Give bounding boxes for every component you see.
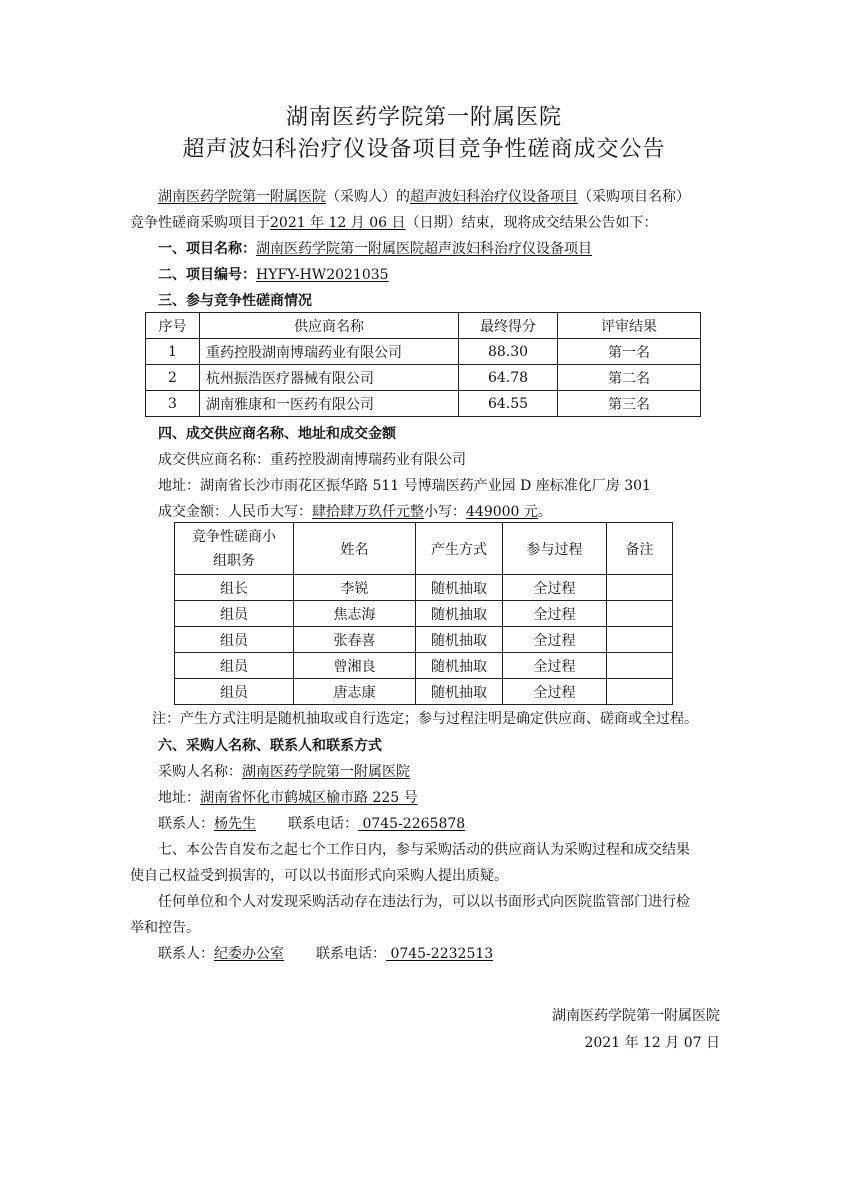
bid-cell-supplier: 杭州振浩医疗器械有限公司 [200, 365, 459, 391]
bid-cell-no: 3 [146, 391, 200, 417]
panel-cell-method: 随机抽取 [416, 627, 503, 653]
table-row [175, 627, 673, 653]
intro-purchaser-tag: （采购人）的 [326, 189, 410, 205]
supervisor-contact [158, 944, 493, 964]
intro-line2-prefix: 竞争性磋商采购项目于 [130, 215, 270, 231]
bid-header-supplier: 供应商名称 [200, 313, 459, 339]
intro-line-1 [158, 187, 690, 207]
section-1-label: 一、项目名称： [158, 241, 256, 257]
amount-small: 449000 元 [466, 504, 538, 520]
bid-cell-no: 1 [146, 339, 200, 365]
purchaser-contact-label: 联系人： [158, 816, 214, 832]
bid-cell-result: 第三名 [558, 391, 701, 417]
bid-header-no: 序号 [146, 313, 200, 339]
purchaser-phone-label: 联系电话： [288, 816, 358, 832]
table-row [175, 601, 673, 627]
winner-supplier [158, 450, 466, 470]
amount-upper: 肆拾肆万玖仟元整 [312, 504, 424, 520]
intro-project: 超声波妇科治疗仪设备项目 [410, 189, 578, 205]
section-7-para-1-line-1: 七、本公告自发布之起七个工作日内，参与采购活动的供应商认为采购过程和成交结果 [158, 842, 690, 858]
panel-cell-remark [607, 653, 673, 679]
section-2 [158, 265, 389, 285]
panel-table [174, 522, 673, 705]
bid-header-result: 评审结果 [558, 313, 701, 339]
supervisor-phone-value: 0745-2232513 [386, 946, 494, 962]
panel-cell-method: 随机抽取 [416, 653, 503, 679]
intro-purchaser: 湖南医药学院第一附属医院 [158, 189, 326, 205]
panel-header-method: 产生方式 [416, 523, 503, 575]
bid-cell-supplier: 湖南雅康和一医药有限公司 [200, 391, 459, 417]
table-row [146, 339, 701, 365]
table-row [175, 653, 673, 679]
bid-results-table [145, 312, 701, 417]
bid-header-score: 最终得分 [459, 313, 558, 339]
panel-header-row [175, 523, 673, 575]
table-row [146, 365, 701, 391]
supervisor-contact-value: 纪委办公室 [214, 946, 284, 962]
panel-cell-method: 随机抽取 [416, 575, 503, 601]
winner-address-value: 湖南省长沙市雨花区振华路 511 号博瑞医药产业园 D 座标准化厂房 301 [200, 478, 651, 494]
intro-line-2 [130, 213, 658, 233]
bid-cell-result: 第一名 [558, 339, 701, 365]
panel-cell-name: 李锐 [294, 575, 416, 601]
panel-cell-remark [607, 575, 673, 601]
section-6-heading: 六、采购人名称、联系人和联系方式 [158, 738, 382, 754]
panel-cell-process: 全过程 [503, 575, 607, 601]
table-row [175, 575, 673, 601]
panel-cell-process: 全过程 [503, 653, 607, 679]
purchaser-phone-value: 0745-2265878 [358, 816, 466, 832]
panel-cell-remark [607, 627, 673, 653]
panel-cell-remark [607, 679, 673, 705]
supervisor-phone-label: 联系电话： [316, 946, 386, 962]
bid-cell-supplier: 重药控股湖南博瑞药业有限公司 [200, 339, 459, 365]
panel-cell-name: 曾湘良 [294, 653, 416, 679]
panel-cell-process: 全过程 [503, 601, 607, 627]
bid-cell-no: 2 [146, 365, 200, 391]
signature-date: 2021 年 12 月 07 日 [584, 1035, 720, 1051]
section-2-value: HYFY-HW2021035 [256, 267, 389, 283]
purchaser-address-value: 湖南省怀化市鹤城区榆市路 225 号 [200, 790, 418, 806]
winner-amount [158, 502, 552, 522]
panel-cell-method: 随机抽取 [416, 601, 503, 627]
panel-cell-role: 组员 [175, 653, 294, 679]
section-1 [158, 239, 592, 259]
section-1-value: 湖南医药学院第一附属医院超声波妇科治疗仪设备项目 [256, 241, 592, 257]
section-7-para-2-line-1: 任何单位和个人对发现采购活动存在违法行为，可以以书面形式向医院监管部门进行检 [158, 894, 690, 910]
panel-cell-name: 焦志海 [294, 601, 416, 627]
panel-cell-process: 全过程 [503, 679, 607, 705]
bid-cell-result: 第二名 [558, 365, 701, 391]
purchaser-name [158, 762, 410, 782]
purchaser-contact [158, 814, 465, 834]
amount-small-label: 小写： [424, 504, 466, 520]
bid-cell-score: 64.55 [459, 391, 558, 417]
panel-cell-role: 组员 [175, 601, 294, 627]
purchaser-contact-value: 杨先生 [214, 816, 256, 832]
table-row [146, 391, 701, 417]
title-line-1: 湖南医药学院第一附属医院 [285, 105, 562, 130]
panel-header-role-line-2: 组职务 [213, 552, 255, 569]
bid-cell-score: 88.30 [459, 339, 558, 365]
section-7-para-1-line-2: 使自己权益受到损害的，可以以书面形式向采购人提出质疑。 [130, 868, 508, 884]
amount-label: 成交金额：人民币大写： [158, 504, 312, 520]
panel-cell-role: 组长 [175, 575, 294, 601]
section-4-heading: 四、成交供应商名称、地址和成交金额 [158, 426, 396, 442]
winner-supplier-value: 重药控股湖南博瑞药业有限公司 [270, 452, 466, 468]
panel-header-process: 参与过程 [503, 523, 607, 575]
signature-org: 湖南医药学院第一附属医院 [552, 1008, 720, 1024]
bid-cell-score: 64.78 [459, 365, 558, 391]
winner-address-label: 地址： [158, 478, 200, 494]
panel-cell-process: 全过程 [503, 627, 607, 653]
panel-header-role-line-1: 竞争性磋商小 [192, 528, 276, 545]
purchaser-name-value: 湖南医药学院第一附属医院 [242, 764, 410, 780]
purchaser-name-label: 采购人名称： [158, 764, 242, 780]
title-line-2: 超声波妇科治疗仪设备项目竞争性磋商成交公告 [182, 137, 666, 162]
table-row [175, 679, 673, 705]
panel-note: 注：产生方式注明是随机抽取或自行选定；参与过程注明是确定供应商、磋商或全过程。 [152, 711, 698, 727]
panel-header-remark: 备注 [607, 523, 673, 575]
supervisor-contact-label: 联系人： [158, 946, 214, 962]
panel-cell-name: 唐志康 [294, 679, 416, 705]
section-2-label: 二、项目编号： [158, 267, 256, 283]
winner-supplier-label: 成交供应商名称： [158, 452, 270, 468]
purchaser-address-label: 地址： [158, 790, 200, 806]
intro-line2-suffix: （日期）结束，现将成交结果公告如下： [405, 215, 658, 231]
panel-cell-method: 随机抽取 [416, 679, 503, 705]
panel-cell-remark [607, 601, 673, 627]
intro-date: 2021 年 12 月 06 日 [270, 215, 406, 231]
section-3-heading: 三、参与竞争性磋商情况 [158, 293, 312, 309]
winner-address [158, 476, 651, 496]
amount-end: 。 [537, 504, 552, 520]
intro-project-tag: （采购项目名称） [578, 189, 690, 205]
purchaser-address [158, 788, 418, 808]
panel-cell-role: 组员 [175, 627, 294, 653]
panel-header-name: 姓名 [294, 523, 416, 575]
panel-cell-role: 组员 [175, 679, 294, 705]
panel-header-role [175, 523, 294, 575]
panel-cell-name: 张春喜 [294, 627, 416, 653]
section-7-para-2-line-2: 举和控告。 [130, 920, 200, 936]
bid-results-header-row [146, 313, 701, 339]
